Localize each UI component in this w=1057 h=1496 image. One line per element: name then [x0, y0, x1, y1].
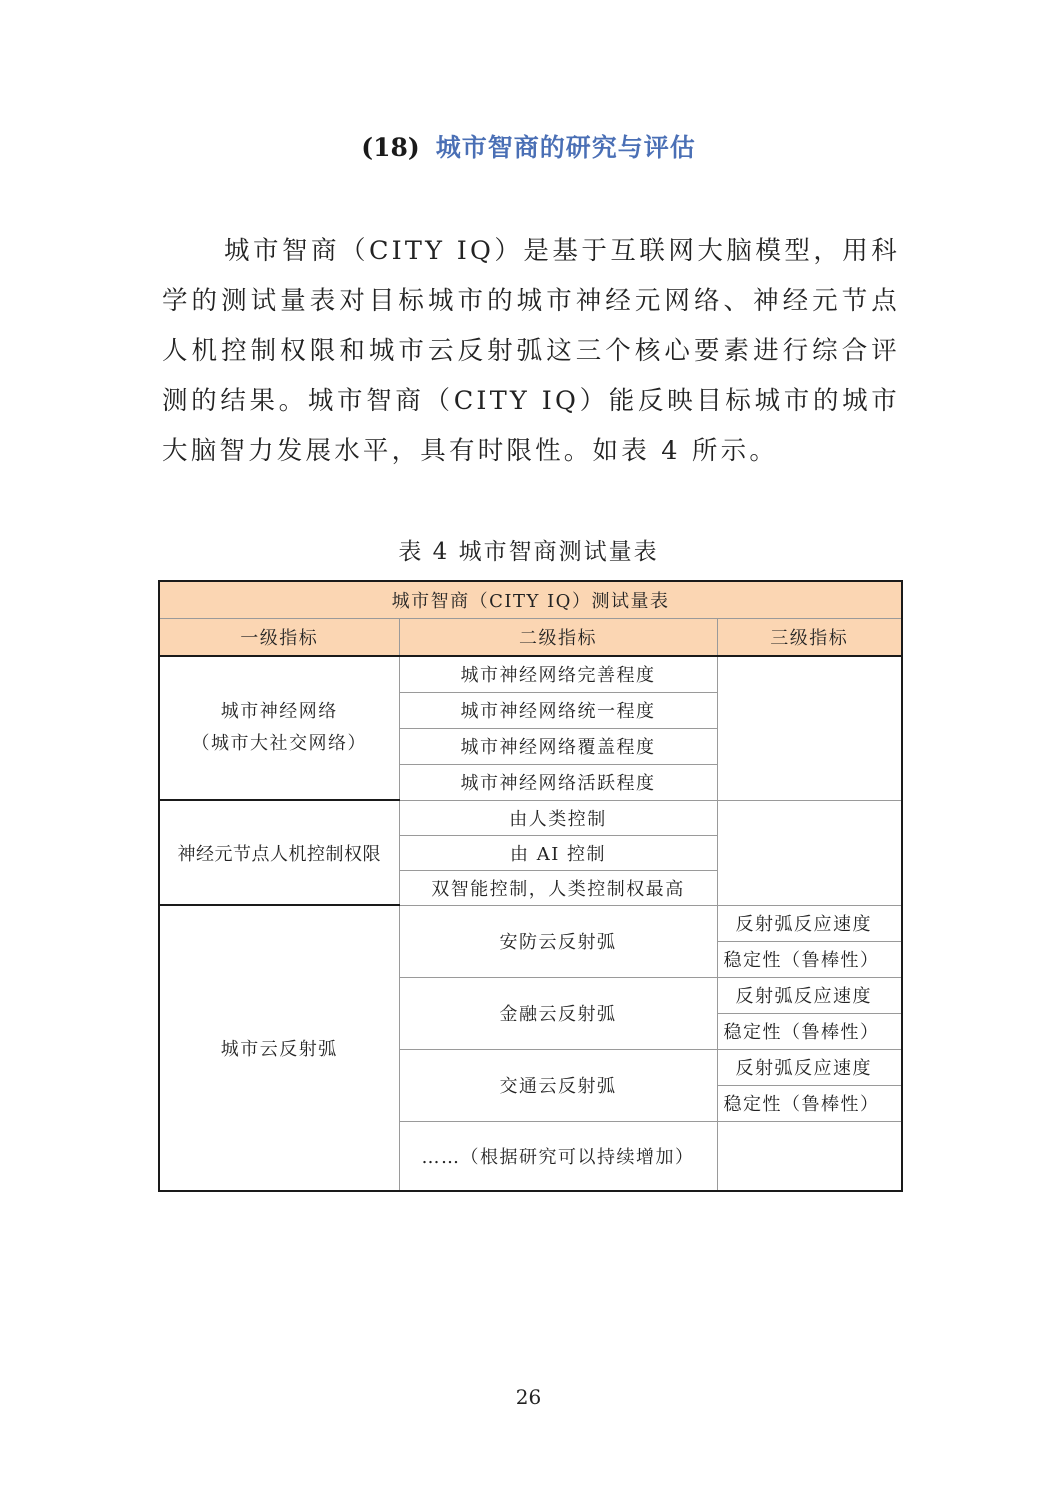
- level2-cell: 由人类控制: [399, 800, 717, 835]
- level2-cell: 城市神经网络活跃程度: [399, 764, 717, 800]
- level2-cell: 城市神经网络完善程度: [399, 656, 717, 692]
- level2-more-cell: ……（根据研究可以持续增加）: [399, 1121, 717, 1191]
- level2-cell: 城市神经网络覆盖程度: [399, 728, 717, 764]
- level2-cell: 双智能控制，人类控制权最高: [399, 870, 717, 905]
- header-level3: 三级指标: [717, 619, 902, 657]
- table-title: 城市智商（CITY IQ）测试量表: [159, 581, 902, 619]
- level2-cell: 安防云反射弧: [399, 905, 717, 977]
- level3-cell: 稳定性（鲁棒性）: [717, 1013, 902, 1049]
- section-title: 城市智商的研究与评估: [435, 133, 696, 162]
- level1-cell: 神经元节点人机控制权限: [159, 800, 399, 905]
- page-number: 26: [515, 1385, 542, 1409]
- level1-cell: 城市云反射弧: [159, 905, 399, 1191]
- level3-cell: 稳定性（鲁棒性）: [717, 941, 902, 977]
- level2-cell: 城市神经网络统一程度: [399, 692, 717, 728]
- level2-cell: 交通云反射弧: [399, 1049, 717, 1121]
- level2-cell: 金融云反射弧: [399, 977, 717, 1049]
- level2-cell: 由 AI 控制: [399, 835, 717, 870]
- level1-label: 城市神经网络: [220, 701, 338, 722]
- level1-sublabel: （城市大社交网络）: [191, 733, 367, 754]
- header-level1: 一级指标: [159, 619, 399, 657]
- level3-empty-cell: [717, 1121, 902, 1191]
- level3-cell: 反射弧反应速度: [717, 905, 902, 941]
- level3-cell: 反射弧反应速度: [717, 977, 902, 1013]
- body-paragraph: 城市智商（CITY IQ）是基于互联网大脑模型，用科学的测试量表对目标城市的城市神经元网络、神经元节点人机控制权限和城市云反射弧这三个核心要素进行综合评测的结果。城市智商（CITY IQ）能反映目标城市的城市大脑智力发展水平，具有时限性。如表 4 所示。: [162, 236, 900, 466]
- section-number: (18): [361, 133, 420, 162]
- table-caption: 表 4 城市智商测试量表: [398, 539, 659, 565]
- header-level2: 二级指标: [399, 619, 717, 657]
- level3-cell: 稳定性（鲁棒性）: [717, 1085, 902, 1121]
- level3-empty-cell: [717, 656, 902, 800]
- level3-empty-cell: [717, 800, 902, 905]
- city-iq-table: [158, 580, 903, 1192]
- level3-cell: 反射弧反应速度: [717, 1049, 902, 1085]
- level1-cell: [159, 656, 399, 800]
- section-heading: [0, 128, 1057, 168]
